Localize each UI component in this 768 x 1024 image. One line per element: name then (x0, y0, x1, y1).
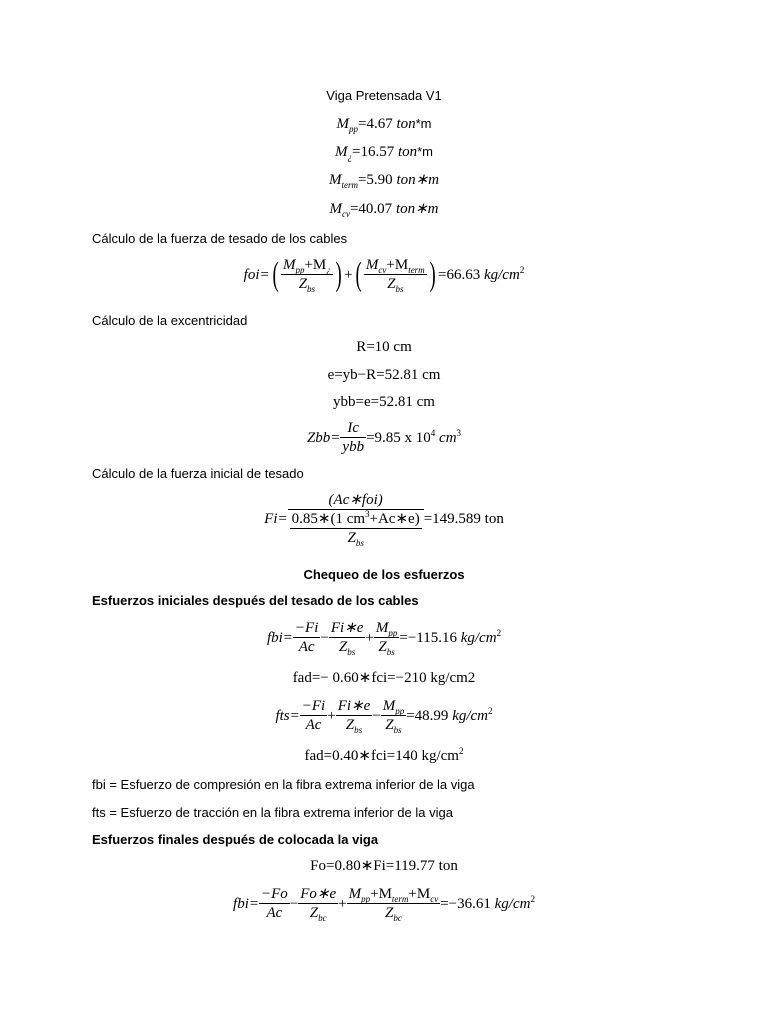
equation-mterm: $M_{term}=5.90$ ton∗m (328, 172, 440, 190)
equation-foi: foi=( $\frac{M_{pp}+M_¿}{Z_{bs}}$ ) +( $\frac{M_{cv}+M_{term}}{Z_{bs}}$ ) =66.63 $kg/cm^2$ (243, 255, 525, 294)
definition-fbi: fbi = Esfuerzo de compresión en la fibra extrema inferior de la viga (92, 777, 475, 792)
equation-fo: Fo=0.80∗Fi=119.77 ton (310, 858, 458, 874)
equation-fbi-final: fbi= $\frac{-Fo}{Ac}$ − $\frac{Fo∗e}{Z_{bc}}$ + $\frac{M_{pp}+M_{term}+M_{cv}}{Z_{bc}}$ =−36.61 $kg/cm^2$ (233, 886, 535, 923)
section-heading-esfuerzos-iniciales: Esfuerzos iniciales después del tesado de los cables (92, 593, 419, 608)
section-heading-esfuerzos-finales: Esfuerzos finales después de colocada la viga (92, 832, 379, 847)
equation-fi: Fi= $\frac{\text{(Ac∗foi)}}{\frac{0.85∗(1 cm^3+Ac∗e)}{Z_{bs}}}$ =149.589 ton (264, 492, 504, 548)
section-heading-excentricidad: Cálculo de la excentricidad (92, 313, 248, 328)
equation-fbi-initial: fbi= $\frac{-Fi}{Ac}$ − $\frac{Fi∗e}{Z_{bs}}$ + $\frac{M_{pp}}{Z_{bs}}$ =−115.16 $kg/cm^2$ (266, 620, 502, 657)
equation-e: e=yb−R=52.81 cm (327, 367, 441, 383)
equation-r: R=10 cm (356, 339, 412, 355)
section-heading-fuerza-tesado: Cálculo de la fuerza de tesado de los cables (92, 231, 348, 246)
definition-fts: fts = Esfuerzo de tracción en la fibra extrema inferior de la viga (92, 805, 453, 820)
equation-fad-tension: fad=0.40∗fci=140 $kg/cm^2$ (304, 746, 464, 764)
equation-mpp: $M_{pp}=4.67$ ton*m (336, 116, 432, 134)
equation-mcv: $M_{cv}=40.07$ ton∗m (329, 201, 439, 219)
equation-zbb: Zbb= $\frac{Ic}{\text{ybb}}$ =9.85 x $10^4$ $cm^3$ (306, 420, 462, 455)
equation-ybb: ybb=e=52.81 cm (333, 394, 435, 410)
section-heading-chequeo: Chequeo de los esfuerzos (303, 567, 465, 582)
equation-fad-compression: fad=− 0.60∗fci=−210 kg/cm2 (292, 670, 476, 686)
section-heading-fuerza-inicial: Cálculo de la fuerza inicial de tesado (92, 466, 304, 481)
equation-mc: $M_¿=16.57$ ton*m (334, 144, 434, 162)
page-title: Viga Pretensada V1 (326, 88, 442, 103)
equation-fts: fts= $\frac{-Fi}{Ac}$ + $\frac{Fi∗e}{Z_{bs}}$ − $\frac{M_{pp}}{Z_{bs}}$ =48.99 $kg/cm^2$ (275, 698, 493, 735)
